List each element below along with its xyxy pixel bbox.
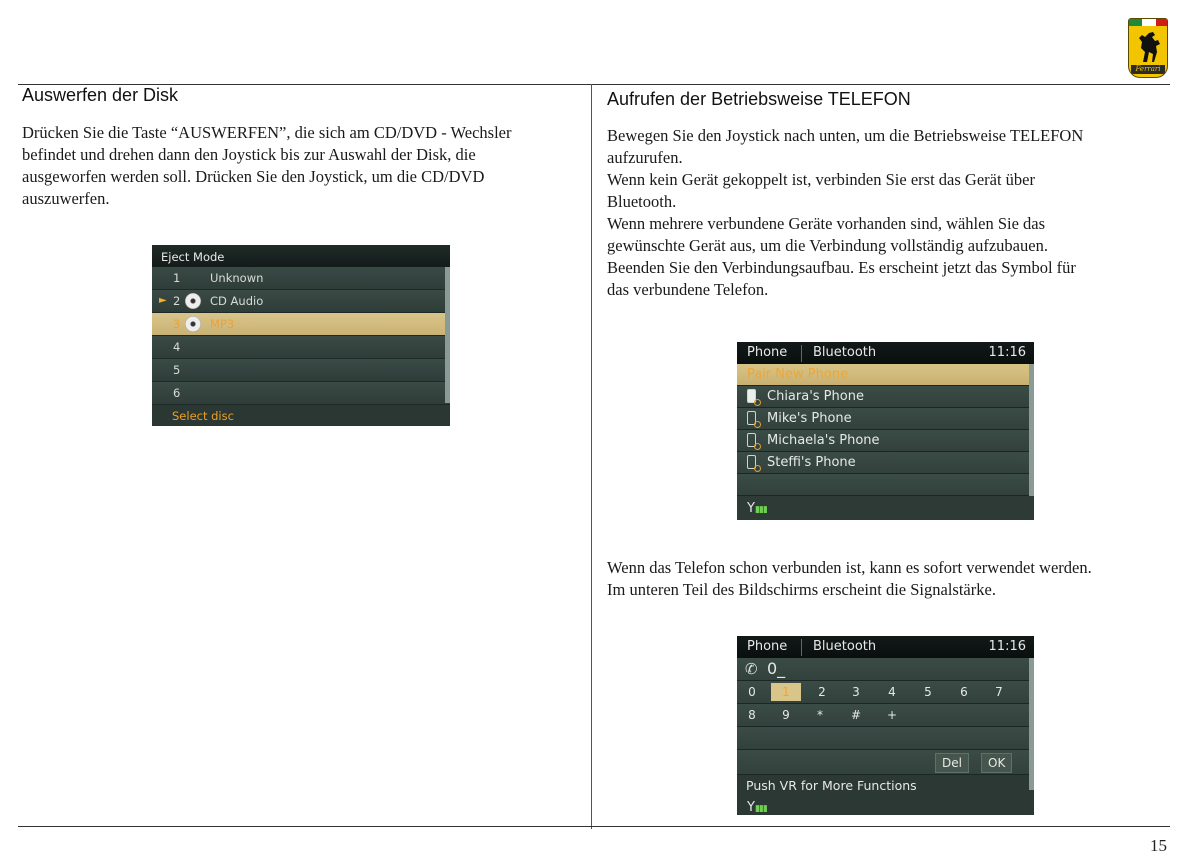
signal-strength-icon: Y▮▮▮ xyxy=(747,800,767,815)
pair-new-phone-item[interactable] xyxy=(737,364,1034,386)
eject-row-2[interactable] xyxy=(152,290,450,313)
empty-row xyxy=(737,727,1034,750)
phone-item-label: Michaela's Phone xyxy=(767,433,880,448)
left-paragraph xyxy=(22,122,584,210)
right2-line-1: Wenn das Telefon schon verbunden ist, kann es sofort verwendet werden. xyxy=(607,558,1092,577)
key-3[interactable]: 3 xyxy=(852,685,860,699)
signal-row xyxy=(737,797,1034,815)
ok-button[interactable]: OK xyxy=(981,753,1012,773)
keypad-row-1 xyxy=(737,681,1034,704)
eject-row-4[interactable] xyxy=(152,336,450,359)
phone-item-label: Pair New Phone xyxy=(747,367,849,382)
eject-row-num: 6 xyxy=(173,386,181,400)
phone-icon xyxy=(747,411,756,425)
key-plus[interactable]: + xyxy=(886,708,898,722)
del-button[interactable]: Del xyxy=(935,753,969,773)
page-number: 15 xyxy=(1150,836,1167,855)
tab-phone[interactable]: Phone xyxy=(747,639,788,654)
key-2[interactable]: 2 xyxy=(818,685,826,699)
eject-row-num: 4 xyxy=(173,340,181,354)
phone-tab-bar xyxy=(737,636,1034,658)
key-5[interactable]: 5 xyxy=(924,685,932,699)
left-line-1: Drücken Sie die Taste “AUSWERFEN”, die sich am CD/DVD - Wechsler xyxy=(22,123,512,142)
eject-row-num: 2 xyxy=(173,294,181,308)
right-heading: Aufrufen der Betriebsweise TELEFON xyxy=(607,89,911,109)
empty-row xyxy=(737,474,1034,496)
dial-display xyxy=(737,658,1034,681)
phone-item-mike[interactable] xyxy=(737,408,1034,430)
dial-actions xyxy=(737,750,1034,775)
right-line-8: das verbundene Telefon. xyxy=(607,280,769,299)
dialed-number: 0_ xyxy=(767,659,786,678)
right-line-4: Bluetooth. xyxy=(607,192,677,211)
handset-icon: ✆ xyxy=(745,660,758,678)
key-8[interactable]: 8 xyxy=(748,708,756,722)
tab-divider xyxy=(801,639,802,656)
right-line-5: Wenn mehrere verbundene Geräte vorhanden sind, wählen Sie das xyxy=(607,214,1046,233)
bottom-rule xyxy=(18,826,1170,827)
eject-row-num: 5 xyxy=(173,363,181,377)
prancing-horse-icon xyxy=(1133,28,1165,64)
phone-item-michaela[interactable] xyxy=(737,430,1034,452)
disc-icon xyxy=(185,316,201,332)
eject-row-3-selected[interactable] xyxy=(152,313,450,336)
eject-row-6[interactable] xyxy=(152,382,450,405)
key-0[interactable]: 0 xyxy=(748,685,756,699)
right-line-2: aufzurufen. xyxy=(607,148,683,167)
eject-row-num: 1 xyxy=(173,271,181,285)
right2-line-2: Im unteren Teil des Bildschirms erscheint die Signalstärke. xyxy=(607,580,996,599)
column-divider xyxy=(591,84,592,829)
key-6[interactable]: 6 xyxy=(960,685,968,699)
eject-title: Eject Mode xyxy=(152,245,450,267)
right-paragraph xyxy=(607,125,1169,301)
phone-item-steffi[interactable] xyxy=(737,452,1034,474)
eject-row-1[interactable] xyxy=(152,267,450,290)
play-arrow-icon: ► xyxy=(159,295,167,306)
phone-item-label: Steffi's Phone xyxy=(767,455,856,470)
phone-icon xyxy=(747,433,756,447)
right-line-3: Wenn kein Gerät gekoppelt ist, verbinden Sie erst das Gerät über xyxy=(607,170,1035,189)
phone-icon xyxy=(747,455,756,469)
phone-item-label: Chiara's Phone xyxy=(767,389,864,404)
right-line-1: Bewegen Sie den Joystick nach unten, um die Betriebsweise TELEFON xyxy=(607,126,1084,145)
logo-stripe-red xyxy=(1156,19,1168,26)
left-line-2: befindet und drehen dann den Joystick bis zur Auswahl der Disk, die xyxy=(22,145,476,164)
eject-mode-screen xyxy=(152,245,450,426)
clock: 11:16 xyxy=(988,639,1026,654)
disc-icon xyxy=(185,293,201,309)
eject-row-label: Unknown xyxy=(210,271,264,285)
tab-bluetooth[interactable]: Bluetooth xyxy=(813,639,877,654)
phone-bluetooth-screen xyxy=(737,342,1034,520)
key-star[interactable]: * xyxy=(817,708,823,722)
logo-stripe-green xyxy=(1129,19,1142,26)
scrollbar[interactable] xyxy=(1029,364,1034,496)
scrollbar[interactable] xyxy=(1029,658,1034,790)
ferrari-logo xyxy=(1128,18,1168,78)
key-1-selected[interactable]: 1 xyxy=(771,683,801,701)
eject-row-label: MP3 xyxy=(210,317,235,331)
left-heading: Auswerfen der Disk xyxy=(22,85,179,105)
phone-item-label: Mike's Phone xyxy=(767,411,852,426)
phone-item-chiara[interactable] xyxy=(737,386,1034,408)
scrollbar[interactable] xyxy=(445,267,450,403)
logo-stripe-white xyxy=(1142,19,1155,26)
key-4[interactable]: 4 xyxy=(888,685,896,699)
right-line-7: Beenden Sie den Verbindungsaufbau. Es erscheint jetzt das Symbol für xyxy=(607,258,1076,277)
eject-footer: Select disc xyxy=(172,409,234,423)
phone-dial-screen xyxy=(737,636,1034,815)
tab-phone[interactable]: Phone xyxy=(747,345,788,360)
key-hash[interactable]: # xyxy=(850,708,862,722)
logo-brand-text: Ferrari xyxy=(1131,65,1165,74)
vr-hint: Push VR for More Functions xyxy=(737,775,1034,797)
clock: 11:16 xyxy=(988,345,1026,360)
eject-row-5[interactable] xyxy=(152,359,450,382)
top-rule xyxy=(18,84,1170,85)
phone-connected-icon xyxy=(747,389,756,403)
eject-row-label: CD Audio xyxy=(210,294,264,308)
right-paragraph-2 xyxy=(607,557,1169,601)
left-line-3: ausgeworfen werden soll. Drücken Sie den Joystick, um die CD/DVD xyxy=(22,167,485,186)
eject-row-num: 3 xyxy=(173,317,181,331)
right-line-6: gewünschte Gerät aus, um die Verbindung vollständig aufzubauen. xyxy=(607,236,1048,255)
key-7[interactable]: 7 xyxy=(995,685,1003,699)
key-9[interactable]: 9 xyxy=(782,708,790,722)
phone-tab-bar xyxy=(737,342,1034,364)
tab-divider xyxy=(801,345,802,362)
signal-strength-icon: Y▮▮▮ xyxy=(747,501,767,516)
left-line-4: auszuwerfen. xyxy=(22,189,110,208)
keypad-row-2 xyxy=(737,704,1034,727)
tab-bluetooth[interactable]: Bluetooth xyxy=(813,345,877,360)
